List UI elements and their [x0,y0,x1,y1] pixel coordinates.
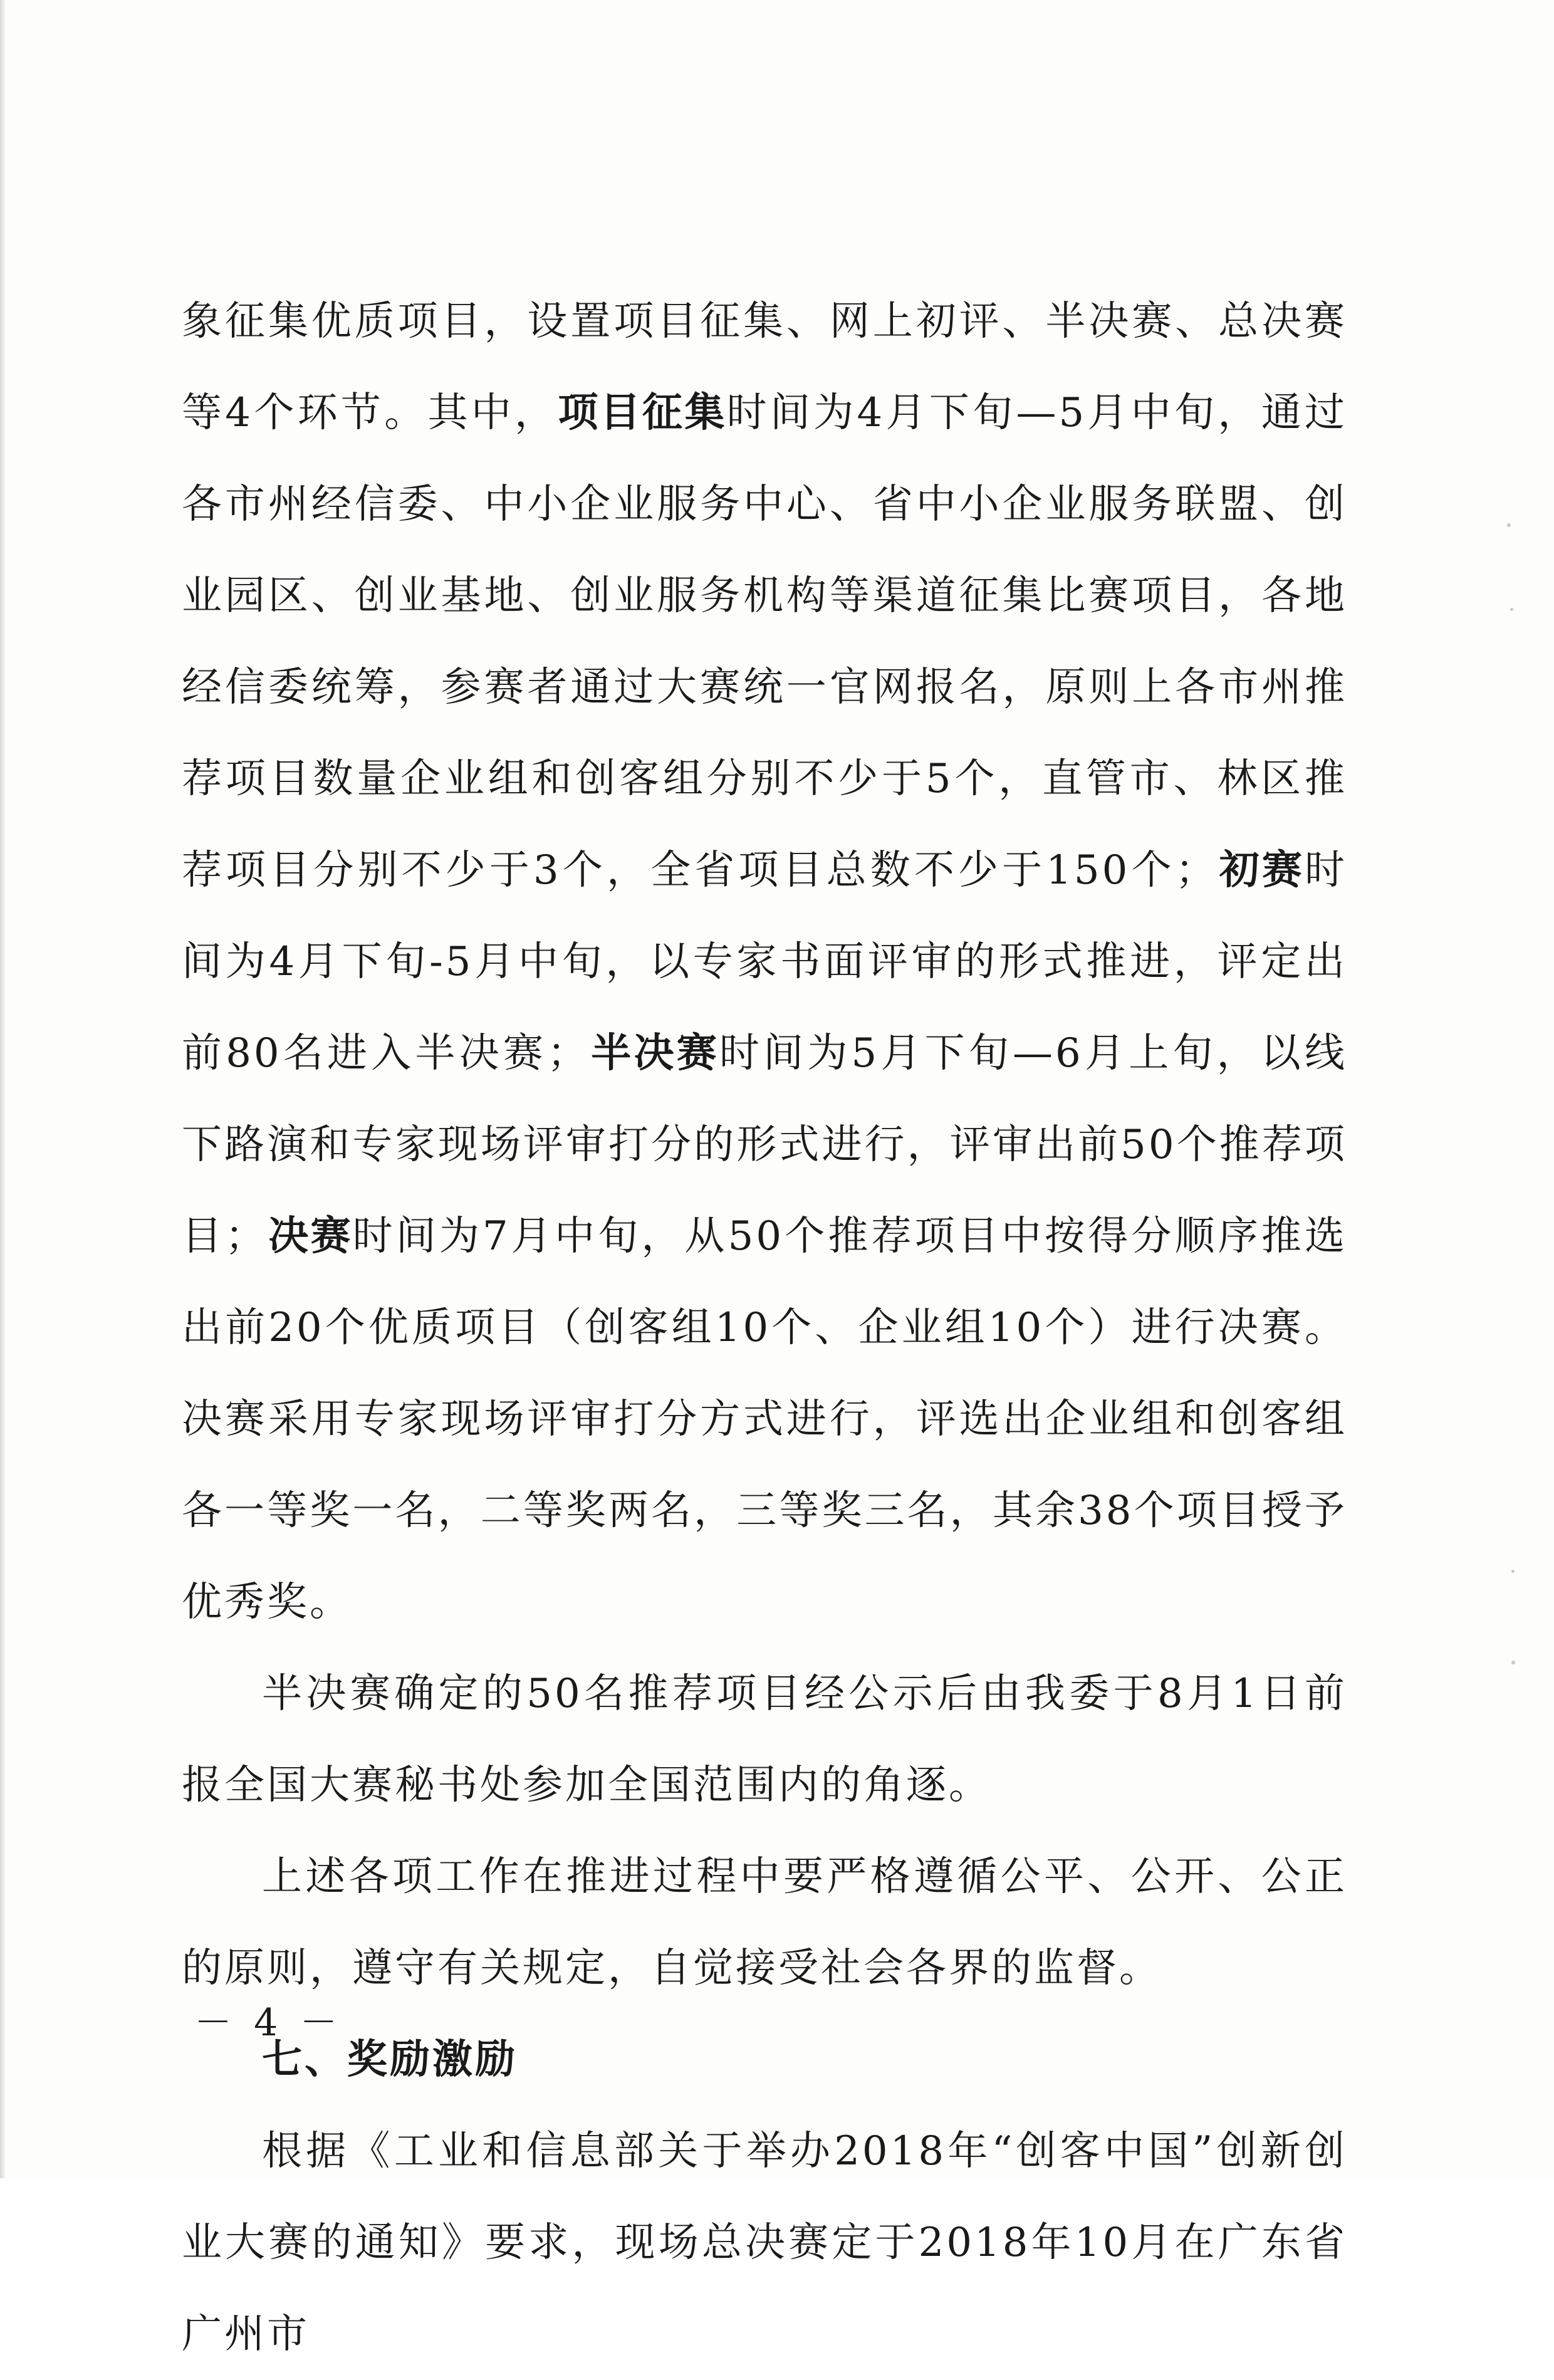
paragraph-continuation [182,276,1347,1648]
p1-text-c: 时间为4月下旬-5月中旬，以专家书面评审的形式推进，评定出前80名进入半决赛； [182,847,1347,1077]
scan-speck [1507,523,1511,527]
p1-text-e: 时间为7月中旬，从50个推荐项目中按得分顺序推选出前20个优质项目（创客组10个、企业组10个）进行决赛。决赛采用专家现场评审打分方式进行，评选出企业组和创客组各一等奖一名，二等奖两名，三等奖三名，其余38个项目授予优秀奖。 [182,1213,1348,1626]
paragraph-principles: 上述各项工作在推进过程中要严格遵循公平、公开、公正的原则，遵守有关规定，自觉接受社会各界的监督。 [182,1854,1347,1991]
bold-term-semifinal: 半决赛 [590,1030,719,1077]
scan-speck [1511,1661,1515,1664]
scan-speck [1511,1570,1515,1573]
scan-edge [0,0,6,2178]
bold-term-project-collection: 项目征集 [558,390,727,436]
p1-text-b: 时间为4月下旬—5月中旬，通过各市州经信委、中小企业服务中心、省中小企业服务联盟、创业园区、创业基地、创业服务机构等渠道征集比赛项目，各地经信委统筹，参赛者通过大赛统一官网报名，原则上各市州推荐项目数量企业组和创客组分别不少于5个，直管市、林区推荐项目分别不少于3个，全省项目总数不少于150个； [182,390,1348,894]
p1-text-d: 时间为5月下旬—6月上旬，以线下路演和专家现场评审打分的形式进行，评审出前50个推荐项目； [182,1030,1348,1260]
document-body [182,276,1347,2380]
page-number: － 4 － [194,2001,343,2045]
bold-term-preliminary: 初赛 [1218,847,1305,894]
bold-term-final: 决赛 [268,1213,353,1260]
paragraph-rewards-intro: 根据《工业和信息部关于举办2018年“创客中国”创新创业大赛的通知》要求，现场总决赛定于2018年10月在广东省广州市 [182,2128,1347,2357]
p1-text-a: 象征集优质项目，设置项目征集、网上初评、半决赛、总决赛等4个环节。其中， [182,298,1347,436]
scan-speck [1510,608,1513,611]
paragraph-semifinal-report: 半决赛确定的50名推荐项目经公示后由我委于8月1日前报全国大赛秘书处参加全国范围内的角逐。 [182,1671,1347,1808]
section-heading-rewards: 七、奖励激励 [262,2037,518,2083]
